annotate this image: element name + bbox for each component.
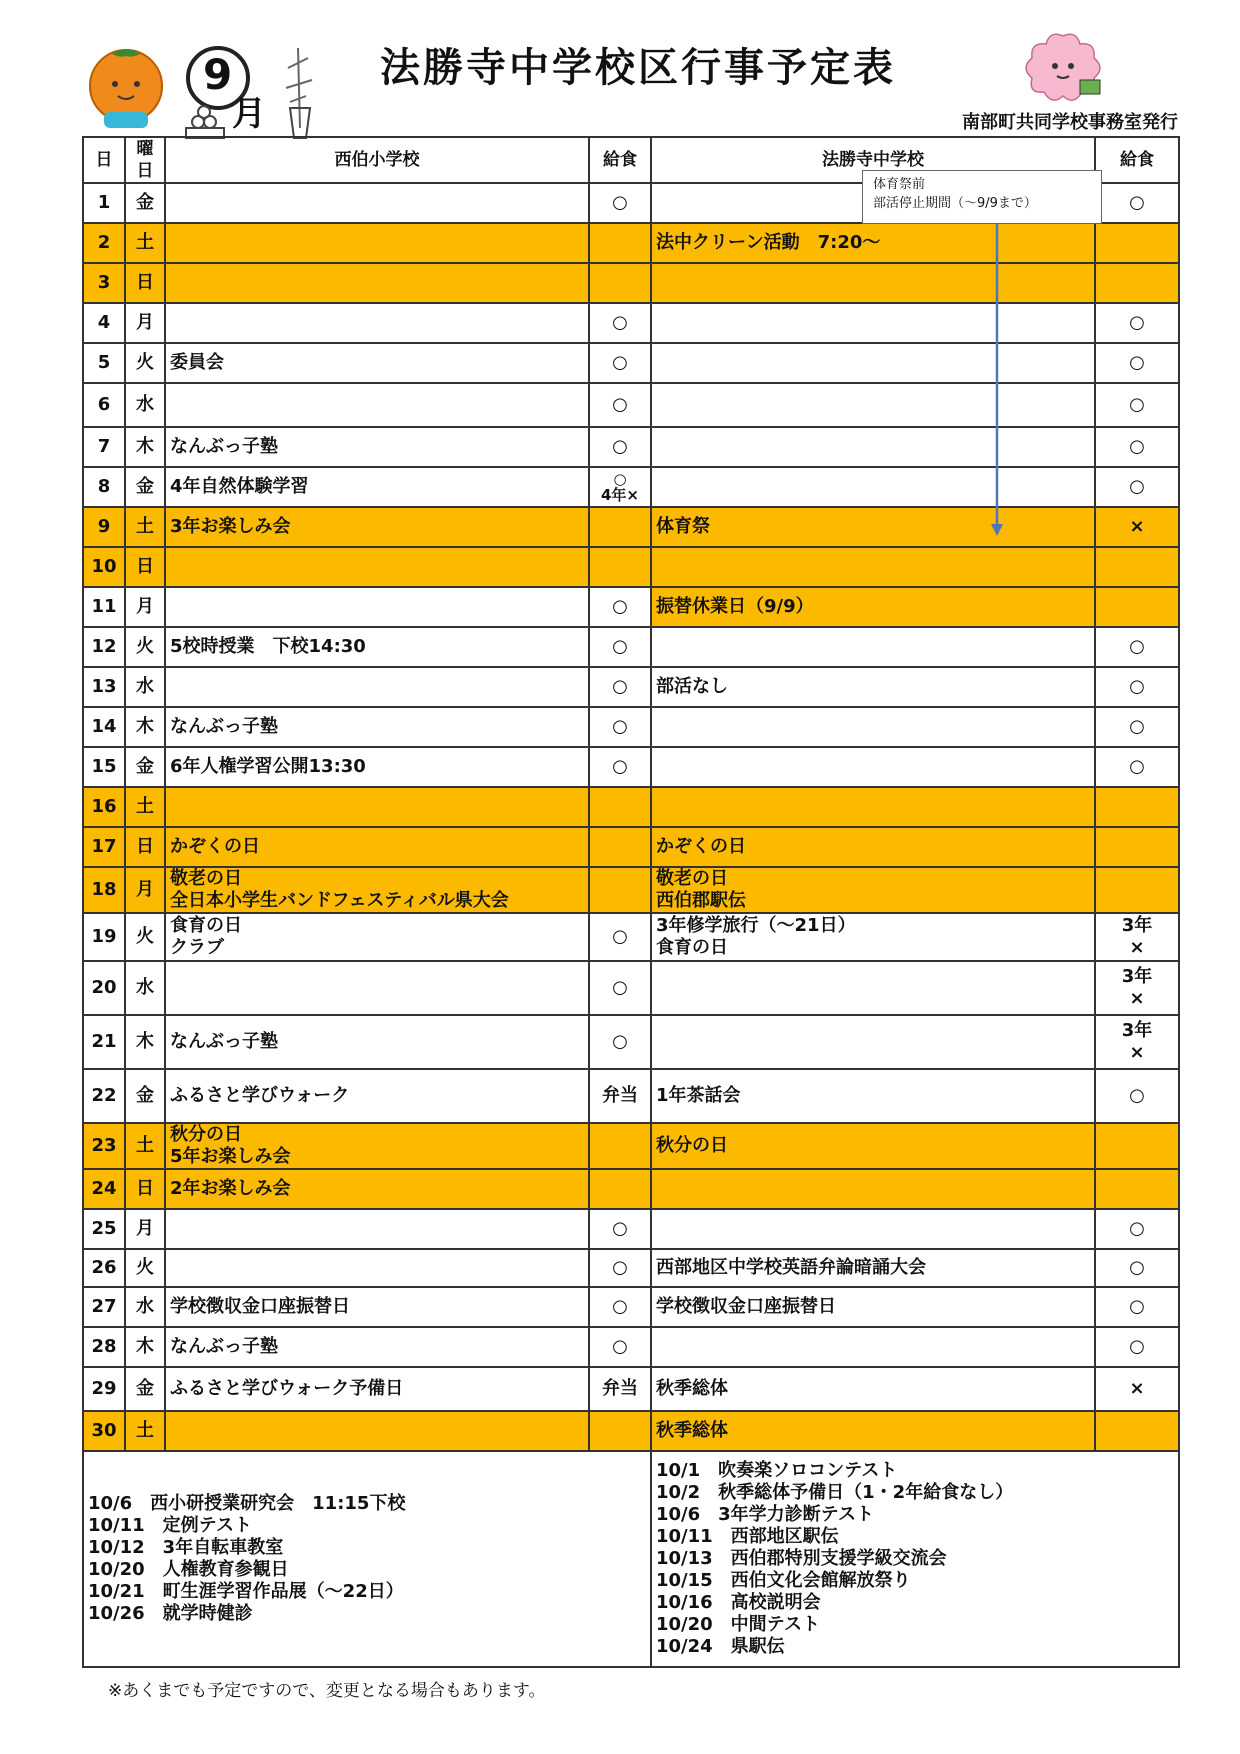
callout-note [862, 170, 1102, 224]
lunch-b-cell: ○ [1095, 183, 1179, 223]
school-a-cell [165, 587, 589, 627]
school-a-cell: 6年人権学習公開13:30 [165, 747, 589, 787]
day-cell: 22 [83, 1069, 125, 1123]
school-a-cell [165, 183, 589, 223]
lunch-b-cell: ○ [1095, 707, 1179, 747]
weekday-cell: 木 [125, 1327, 165, 1367]
day-cell: 1 [83, 183, 125, 223]
school-a-cell: かぞくの日 [165, 827, 589, 867]
weekday-cell: 火 [125, 627, 165, 667]
weekday-cell: 水 [125, 1287, 165, 1327]
school-a-cell: 4年自然体験学習 [165, 467, 589, 507]
school-a-cell [165, 1411, 589, 1451]
cherry-blossom-mascot-icon [1018, 30, 1108, 108]
school-b-cell [651, 467, 1095, 507]
persimmon-mascot-icon [82, 44, 170, 130]
lunch-a-cell [589, 787, 651, 827]
day-cell: 14 [83, 707, 125, 747]
header-weekday: 曜日 [125, 137, 165, 183]
lunch-a-cell: ○ [589, 1015, 651, 1069]
school-b-cell: 振替休業日（9/9） [651, 587, 1095, 627]
table-row [83, 1169, 1179, 1209]
school-a-cell: なんぶっ子塾 [165, 427, 589, 467]
table-row [83, 1209, 1179, 1249]
school-b-cell [651, 343, 1095, 383]
lunch-b-cell: ○ [1095, 667, 1179, 707]
lunch-a-cell [589, 1411, 651, 1451]
school-a-cell [165, 1209, 589, 1249]
lunch-b-cell: × [1095, 1367, 1179, 1411]
weekday-cell: 金 [125, 1367, 165, 1411]
header-school-a: 西伯小学校 [165, 137, 589, 183]
lunch-b-cell [1095, 547, 1179, 587]
day-cell: 3 [83, 263, 125, 303]
table-row [83, 467, 1179, 507]
lunch-a-cell: ○ [589, 587, 651, 627]
school-a-cell: 3年お楽しみ会 [165, 507, 589, 547]
school-b-cell: かぞくの日 [651, 827, 1095, 867]
lunch-b-cell: 3年 × [1095, 961, 1179, 1015]
day-cell: 18 [83, 867, 125, 913]
school-a-cell [165, 223, 589, 263]
day-cell: 4 [83, 303, 125, 343]
day-cell: 9 [83, 507, 125, 547]
weekday-cell: 金 [125, 1069, 165, 1123]
schedule-table [82, 136, 1180, 1668]
weekday-cell: 火 [125, 1249, 165, 1287]
school-a-cell: なんぶっ子塾 [165, 1327, 589, 1367]
school-b-cell: 3年修学旅行（～21日） 食育の日 [651, 913, 1095, 961]
weekday-cell: 木 [125, 707, 165, 747]
school-b-cell [651, 303, 1095, 343]
school-b-cell [651, 627, 1095, 667]
next-month-row [83, 1451, 1179, 1667]
lunch-a-cell: ○ [589, 383, 651, 427]
school-b-cell: 体育祭 [651, 507, 1095, 547]
publisher: 南部町共同学校事務室発行 [962, 112, 1178, 133]
school-a-cell: 5校時授業 下校14:30 [165, 627, 589, 667]
school-a-cell: ふるさと学びウォーク [165, 1069, 589, 1123]
callout-line2: 部活停止期間（～9/9まで） [873, 196, 1037, 211]
lunch-a-cell [589, 547, 651, 587]
table-row [83, 263, 1179, 303]
table-row [83, 961, 1179, 1015]
day-cell: 6 [83, 383, 125, 427]
lunch-a-cell [589, 507, 651, 547]
day-cell: 29 [83, 1367, 125, 1411]
header-school-b: 法勝寺中学校 [651, 137, 1095, 183]
weekday-cell: 月 [125, 1209, 165, 1249]
footnote: ※あくまでも予定ですので、変更となる場合もあります。 [108, 1681, 546, 1701]
table-row [83, 787, 1179, 827]
school-b-cell [651, 547, 1095, 587]
weekday-cell: 水 [125, 961, 165, 1015]
school-b-cell: 部活なし [651, 667, 1095, 707]
table-row [83, 507, 1179, 547]
header-lunch-b: 給食 [1095, 137, 1179, 183]
school-a-cell: 学校徴収金口座振替日 [165, 1287, 589, 1327]
weekday-cell: 土 [125, 787, 165, 827]
weekday-cell: 金 [125, 467, 165, 507]
lunch-b-cell: ○ [1095, 747, 1179, 787]
school-b-cell: 西部地区中学校英語弁論暗誦大会 [651, 1249, 1095, 1287]
table-row [83, 343, 1179, 383]
lunch-b-cell: ○ [1095, 1327, 1179, 1367]
lunch-a-cell: ○ [589, 627, 651, 667]
school-a-cell: なんぶっ子塾 [165, 707, 589, 747]
table-row [83, 303, 1179, 343]
day-cell: 30 [83, 1411, 125, 1451]
lunch-b-cell [1095, 827, 1179, 867]
day-cell: 7 [83, 427, 125, 467]
lunch-b-cell: ○ [1095, 467, 1179, 507]
lunch-b-cell: ○ [1095, 1209, 1179, 1249]
weekday-cell: 月 [125, 303, 165, 343]
weekday-cell: 日 [125, 263, 165, 303]
day-cell: 13 [83, 667, 125, 707]
weekday-cell: 月 [125, 587, 165, 627]
lunch-b-cell [1095, 263, 1179, 303]
next-month-school-a: 10/6 西小研授業研究会 11:15下校 10/11 定例テスト 10/12 3年自転車教室 10/20 人権教育参観日 10/21 町生涯学習作品展（～22日） 10/26 就学時健診 [83, 1451, 651, 1667]
day-cell: 8 [83, 467, 125, 507]
day-cell: 11 [83, 587, 125, 627]
header-lunch-a: 給食 [589, 137, 651, 183]
weekday-cell: 土 [125, 223, 165, 263]
lunch-b-cell: 3年 × [1095, 1015, 1179, 1069]
day-cell: 24 [83, 1169, 125, 1209]
lunch-a-cell: ○ 4年× [589, 467, 651, 507]
lunch-b-cell [1095, 1123, 1179, 1169]
school-a-cell [165, 263, 589, 303]
lunch-a-cell: ○ [589, 913, 651, 961]
table-row [83, 383, 1179, 427]
school-b-cell [651, 383, 1095, 427]
weekday-cell: 木 [125, 1015, 165, 1069]
lunch-b-cell [1095, 787, 1179, 827]
callout-line1: 体育祭前 [873, 177, 926, 192]
lunch-b-cell [1095, 223, 1179, 263]
school-b-cell: 秋季総体 [651, 1367, 1095, 1411]
lunch-a-cell: ○ [589, 707, 651, 747]
lunch-b-cell [1095, 1169, 1179, 1209]
table-row [83, 1287, 1179, 1327]
school-a-cell: なんぶっ子塾 [165, 1015, 589, 1069]
school-a-cell: ふるさと学びウォーク予備日 [165, 1367, 589, 1411]
day-cell: 23 [83, 1123, 125, 1169]
table-row [83, 913, 1179, 961]
weekday-cell: 土 [125, 1411, 165, 1451]
lunch-a-cell [589, 1169, 651, 1209]
table-row [83, 427, 1179, 467]
lunch-a-cell: 弁当 [589, 1367, 651, 1411]
lunch-b-cell: ○ [1095, 383, 1179, 427]
school-b-cell [651, 1015, 1095, 1069]
table-row [83, 1327, 1179, 1367]
header-day: 日 [83, 137, 125, 183]
lunch-b-cell [1095, 867, 1179, 913]
table-row [83, 867, 1179, 913]
school-b-cell: 秋分の日 [651, 1123, 1095, 1169]
lunch-a-cell: ○ [589, 667, 651, 707]
table-row [83, 1411, 1179, 1451]
table-row [83, 1069, 1179, 1123]
month-unit: 月 [232, 94, 266, 134]
lunch-a-cell: ○ [589, 1287, 651, 1327]
school-a-cell [165, 961, 589, 1015]
table-row [83, 587, 1179, 627]
day-cell: 10 [83, 547, 125, 587]
lunch-b-cell [1095, 1411, 1179, 1451]
day-cell: 2 [83, 223, 125, 263]
lunch-a-cell: ○ [589, 303, 651, 343]
lunch-a-cell [589, 827, 651, 867]
day-cell: 25 [83, 1209, 125, 1249]
school-b-cell [651, 263, 1095, 303]
weekday-cell: 水 [125, 667, 165, 707]
weekday-cell: 金 [125, 747, 165, 787]
lunch-a-cell: ○ [589, 427, 651, 467]
lunch-a-cell: ○ [589, 1209, 651, 1249]
table-row [83, 747, 1179, 787]
school-b-cell [651, 787, 1095, 827]
day-cell: 19 [83, 913, 125, 961]
weekday-cell: 火 [125, 343, 165, 383]
table-row [83, 1367, 1179, 1411]
school-b-cell: 法中クリーン活動 7:20～ [651, 223, 1095, 263]
lunch-a-cell [589, 263, 651, 303]
school-a-cell [165, 383, 589, 427]
lunch-a-cell: 弁当 [589, 1069, 651, 1123]
table-row [83, 1123, 1179, 1169]
school-a-cell [165, 667, 589, 707]
school-a-cell: 秋分の日 5年お楽しみ会 [165, 1123, 589, 1169]
school-a-cell: 2年お楽しみ会 [165, 1169, 589, 1209]
page-title: 法勝寺中学校区行事予定表 [380, 45, 896, 91]
school-b-cell [651, 1209, 1095, 1249]
weekday-cell: 水 [125, 383, 165, 427]
school-a-cell: 食育の日 クラブ [165, 913, 589, 961]
lunch-a-cell: ○ [589, 747, 651, 787]
day-cell: 12 [83, 627, 125, 667]
lunch-b-cell: ○ [1095, 627, 1179, 667]
table-row [83, 223, 1179, 263]
day-cell: 16 [83, 787, 125, 827]
school-a-cell: 委員会 [165, 343, 589, 383]
weekday-cell: 日 [125, 827, 165, 867]
lunch-a-cell: ○ [589, 1249, 651, 1287]
day-cell: 28 [83, 1327, 125, 1367]
day-cell: 20 [83, 961, 125, 1015]
day-cell: 27 [83, 1287, 125, 1327]
lunch-b-cell [1095, 587, 1179, 627]
day-cell: 17 [83, 827, 125, 867]
school-b-cell [651, 427, 1095, 467]
weekday-cell: 月 [125, 867, 165, 913]
day-cell: 26 [83, 1249, 125, 1287]
lunch-a-cell [589, 867, 651, 913]
lunch-a-cell [589, 1123, 651, 1169]
next-month-school-b: 10/1 吹奏楽ソロコンテスト 10/2 秋季総体予備日（1・2年給食なし） 10/6 3年学力診断テスト 10/11 西部地区駅伝 10/13 西伯郡特別支援学級交流会 10/15 西伯文化会館解放祭り 10/16 高校説明会 10/20 中間テスト 10/24 県駅伝 [651, 1451, 1179, 1667]
school-b-cell [651, 1327, 1095, 1367]
school-a-cell: 敬老の日 全日本小学生バンドフェスティバル県大会 [165, 867, 589, 913]
table-row [83, 827, 1179, 867]
lunch-b-cell: ○ [1095, 1287, 1179, 1327]
lunch-b-cell: ○ [1095, 303, 1179, 343]
day-cell: 15 [83, 747, 125, 787]
day-cell: 5 [83, 343, 125, 383]
school-b-cell: 秋季総体 [651, 1411, 1095, 1451]
school-b-cell [651, 707, 1095, 747]
school-a-cell [165, 787, 589, 827]
table-row [83, 547, 1179, 587]
school-b-cell [651, 747, 1095, 787]
table-row [83, 1249, 1179, 1287]
lunch-a-cell: ○ [589, 961, 651, 1015]
lunch-b-cell: ○ [1095, 427, 1179, 467]
table-row [83, 627, 1179, 667]
school-b-cell [651, 961, 1095, 1015]
weekday-cell: 日 [125, 547, 165, 587]
weekday-cell: 木 [125, 427, 165, 467]
lunch-a-cell: ○ [589, 1327, 651, 1367]
lunch-b-cell: ○ [1095, 343, 1179, 383]
school-b-cell [651, 1169, 1095, 1209]
school-a-cell [165, 303, 589, 343]
lunch-b-cell: × [1095, 507, 1179, 547]
table-row [83, 1015, 1179, 1069]
lunch-a-cell: ○ [589, 343, 651, 383]
school-b-cell: 学校徴収金口座振替日 [651, 1287, 1095, 1327]
day-cell: 21 [83, 1015, 125, 1069]
month-number: 9 [203, 50, 233, 99]
weekday-cell: 火 [125, 913, 165, 961]
lunch-a-cell [589, 223, 651, 263]
weekday-cell: 土 [125, 507, 165, 547]
period-arrow-icon [990, 224, 1004, 538]
weekday-cell: 土 [125, 1123, 165, 1169]
lunch-b-cell: ○ [1095, 1249, 1179, 1287]
table-row [83, 707, 1179, 747]
school-a-cell [165, 1249, 589, 1287]
school-b-cell: 1年茶話会 [651, 1069, 1095, 1123]
school-b-cell: 敬老の日 西伯郡駅伝 [651, 867, 1095, 913]
school-a-cell [165, 547, 589, 587]
lunch-a-cell: ○ [589, 183, 651, 223]
weekday-cell: 日 [125, 1169, 165, 1209]
weekday-cell: 金 [125, 183, 165, 223]
table-row [83, 667, 1179, 707]
lunch-b-cell: 3年 × [1095, 913, 1179, 961]
lunch-b-cell: ○ [1095, 1069, 1179, 1123]
